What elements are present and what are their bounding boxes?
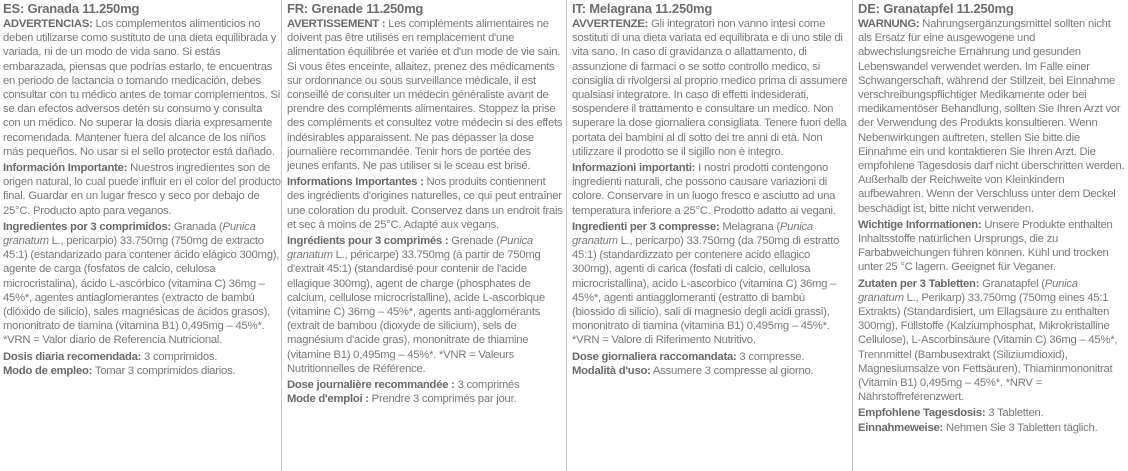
warnings-text: Les compléments alimentaires ne doivent pas être utilisés en remplacement d'une alimentation équilibrée et variée et d'un mode de vie sain. Si vous êtes enceinte, allaitez, prenez des médicaments sur ordonnance ou sous surveillance médicale, il est conseillé de consulter un médecin généraliste avant de prendre des compléments alimentaires. Stoppez la prise des compléments et consultez votre médecin si des effets indésirables apparaissent. Ne pas dépasser la dose journalière recommandée. Tenir hors de portée des jeunes enfants. Ne pas utiliser si le sceau est brisé. [287, 18, 563, 173]
usage-label: Modo de empleo: [3, 364, 93, 377]
heading-fr: FR: Grenade 11.250mg [287, 1, 424, 16]
ingredients-label: Ingrédients pour 3 comprimés : [287, 235, 449, 248]
usage-text: Prendre 3 comprimés par jour. [371, 393, 517, 406]
ingredients-label: Ingredienti per 3 compresse: [572, 220, 720, 233]
warnings-text: Nahrungsergänzungsmittel sollten nicht als Ersatz für eine ausgewogene und abwechslungsreiche Ernährung und gesunden Lebenswandel verwendet werden. Im Falle einer Schwangerschaft, während der Stillzeit, bei Einnahme verschreibungspflichtiger Medikamente oder bei medikamentöser Behandlung, sollten Sie Ihren Arzt vor der Verwendung des Produkts konsultieren. Wenn Nebenwirkungen auftreten, stellen Sie bitte die Einnahme ein und kontaktieren Sie Ihren Arzt. Die empfohlene Tagesdosis darf nicht überschritten werden. Außerhalb der Reichweite von Kleinkindern aufbewahren. Wenn der Verschluss unter dem Deckel beschädigt ist, bitte nicht verwenden. [858, 18, 1125, 215]
ingredients-text: L., pericarpio) 33.750mg (750mg de extracto 45:1) (estandarizado para contener ácido elágico 300mg), agente de carga (fosfatos de calcio, celulosa microcristalina), ácido L-ascórbico (vitamina C) 36mg – 45%*, agentes antiaglomerantes (extracto de bambú (dióxido de silicio), sales magnésicas de ácidos grasos), mononitrato de tiamina (vitamina B1) 0,495mg – 45%*. *VRN = Valor diario de Referencia Nutricional. [3, 235, 280, 347]
column-divider [281, 0, 282, 471]
info-text: Unsere Produkte enthalten Inhaltsstoffe natürlichen Ursprungs, die zu Farbabweichungen führen können. Kühl und trocken unter 25 °C lagern. Geeignet für Veganer. [858, 218, 1113, 274]
warnings-text: Los complementos alimenticios no deben utilizarse como sustituto de una dieta equilibrada y variada, ni de un modo de vida sano. Si estás embarazada, piensas que podrías estarlo, te encuentras en periodo de lactancia o tomando medicación, debes consultar con tu médico antes de tomar complementos. Si se dan efectos adversos detén su consumo y consulta con un médico. No superar la dosis diaria expresamente recomendada. Mantener fuera del alcance de los niños más pequeños. No usar si el sello protector está dañado. [3, 18, 280, 158]
ingredients-it [572, 220, 850, 348]
ingredients-pre: Melagrana ( [722, 220, 780, 233]
dose-text: 3 compresse. [739, 350, 805, 363]
warnings-label: ADVERTENCIAS: [3, 18, 93, 30]
column-es [3, 0, 281, 471]
dose-label: Empfohlene Tagesdosis: [858, 407, 986, 420]
ingredients-pre: Granatapfel ( [982, 277, 1045, 290]
info-it [572, 161, 850, 218]
ingredients-de [858, 277, 1126, 405]
dose-label: Dose journalière recommandée : [287, 379, 455, 392]
info-fr [287, 175, 565, 232]
warnings-it [572, 17, 850, 159]
info-de [858, 218, 1126, 275]
ingredients-es [3, 220, 281, 348]
dose-de [858, 406, 1126, 434]
dose-it [572, 350, 850, 378]
column-fr [287, 0, 565, 471]
dose-label: Dose giornaliera raccomandata: [572, 350, 737, 363]
dose-text: 3 comprimés [457, 379, 520, 392]
column-divider [566, 0, 567, 471]
warnings-text: Gli integratori non vanno intesi come sostituti di una dieta variata ed equilibrata e di uno stile di vita sano. In caso di gravidanza o allattamento, di assunzione di farmaci o se sotto controllo medico, si consiglia di rivolgersi al proprio medico prima di assumere qualsiasi integratore. In caso di effetti indesiderati, sospendere il trattamento e consultare un medico. Non superare la dose giornaliera consigliata. Tenere fuori della portata dei bambini al di sotto dei tre anni di età. Non utilizzare il prodotto se il sigillo non è integro. [572, 18, 848, 158]
info-label: Informazioni importanti: [572, 162, 696, 175]
warnings-es [3, 17, 281, 159]
ingredients-latin: Punica granatum [287, 235, 533, 262]
ingredients-latin: Punica granatum [572, 220, 813, 248]
info-es [3, 161, 281, 218]
warnings-label: AVVERTENZE: [572, 18, 649, 30]
warnings-fr [287, 17, 565, 173]
usage-label: Modalità d'uso: [572, 364, 651, 377]
column-divider [852, 0, 853, 471]
ingredients-pre: Grenade ( [451, 235, 500, 248]
info-text: I nostri prodotti contengono ingredienti naturali, che possono causare variazioni di colore. Conservare in un luogo fresco e asciutto ad una temperatura inferiore a 25°C. Prodotto adatto ai vegani. [572, 162, 836, 217]
ingredients-text: L., péricarpe) 33.750mg (à partir de 750mg d'extrait 45:1) (standardisé pour contenir de l'acide ellagique 300mg), agent de charge (phosphates de calcium, cellulose microcristalline), acide L-ascorbique (vitamine C) 36mg – 45%*, agents anti-agglomérants (extrait de bambou (dioxyde de silicium), sels de magnésium d'acide gras), mononitrate de thiamine (vitamine B1) 0,495mg – 45%*. *VNR = Valeurs Nutritionnelles de Référence. [287, 249, 545, 375]
usage-text: Tomar 3 comprimidos diarios. [94, 364, 236, 377]
dose-text: 3 comprimidos. [144, 350, 218, 363]
column-it [572, 0, 850, 471]
ingredients-latin: Punica granatum [3, 220, 256, 248]
info-label: Wichtige Informationen: [858, 218, 982, 231]
ingredients-label: Ingredientes por 3 comprimidos: [3, 220, 172, 233]
info-label: Informations Importantes : [287, 176, 424, 189]
dose-label: Dosis diaria recomendada: [3, 350, 142, 363]
ingredients-text: L., Perikarp) 33.750mg (750mg eines 45:1 Extrakts) (Standardisiert, um Ellagsäure zu enthalten 300mg), Füllstoffe (Kalziumphosphat, Mikrokristalline Cellulose), L-Ascorbinsäure (Vitamin C) 36mg – 45%*, Trennmittel (Bambusextrakt (Siliziumdioxid), Magnesiumsalze von Fettsäuren), Thiaminmononitrat (Vitamin B1) 0,495mg – 45%*. *NRV = Nährstoffreferenzwert. [858, 291, 1118, 404]
warnings-label: AVERTISSEMENT : [287, 18, 386, 30]
info-text: Nos produits contiennent des ingrédients d'origines naturelles, ce qui peut entraîner une coloration du produit. Conservez dans un endroit frais et sec à moins de 25°C. Adapté aux vegans. [287, 176, 563, 231]
usage-label: Einnahmeweise: [858, 421, 944, 434]
ingredients-pre: Granada ( [173, 220, 223, 233]
info-label: Información Importante: [3, 162, 128, 175]
column-de [858, 0, 1126, 471]
usage-label: Mode d'emploi : [287, 393, 369, 406]
ingredients-text: L., pericarpo) 33.750mg (da 750mg di estratto 45:1) (standardizzato per contenere acido ellagico 300mg), agenti di carica (fosfati di calcio, cellulosa microcristallina), acido L-ascorbico (vitamina C) 36mg – 45%*, agenti antiagglomeranti (estratto di bambù (biossido di silicio), sali di magnesio degli acidi grassi), mononitrato di tiamina (vitamina B1) 0,495mg – 45%*. *VRN = Valore di Riferimento Nutritivo. [572, 235, 840, 347]
info-text: Nuestros ingredientes son de origen natural, lo cual puede influir en el color del producto final. Guardar en un lugar fresco y seco por debajo de 25°C. Producto apto para veganos. [3, 162, 281, 217]
usage-text: Assumere 3 compresse al giorno. [652, 364, 814, 377]
heading-es: ES: Granada 11.250mg [3, 1, 140, 16]
dose-fr [287, 378, 565, 406]
usage-text: Nehmen Sie 3 Tabletten täglich. [945, 421, 1098, 434]
warnings-label: WARNUNG: [858, 18, 920, 30]
dose-text: 3 Tabletten. [988, 407, 1044, 420]
ingredients-latin: Punica granatum [858, 277, 1078, 304]
ingredients-label: Zutaten per 3 Tabletten: [858, 277, 980, 290]
heading-it: IT: Melagrana 11.250mg [572, 1, 713, 16]
ingredients-fr [287, 234, 565, 376]
dose-es [3, 350, 281, 378]
warnings-de [858, 17, 1126, 216]
heading-de: DE: Granatapfel 11.250mg [858, 1, 1014, 16]
